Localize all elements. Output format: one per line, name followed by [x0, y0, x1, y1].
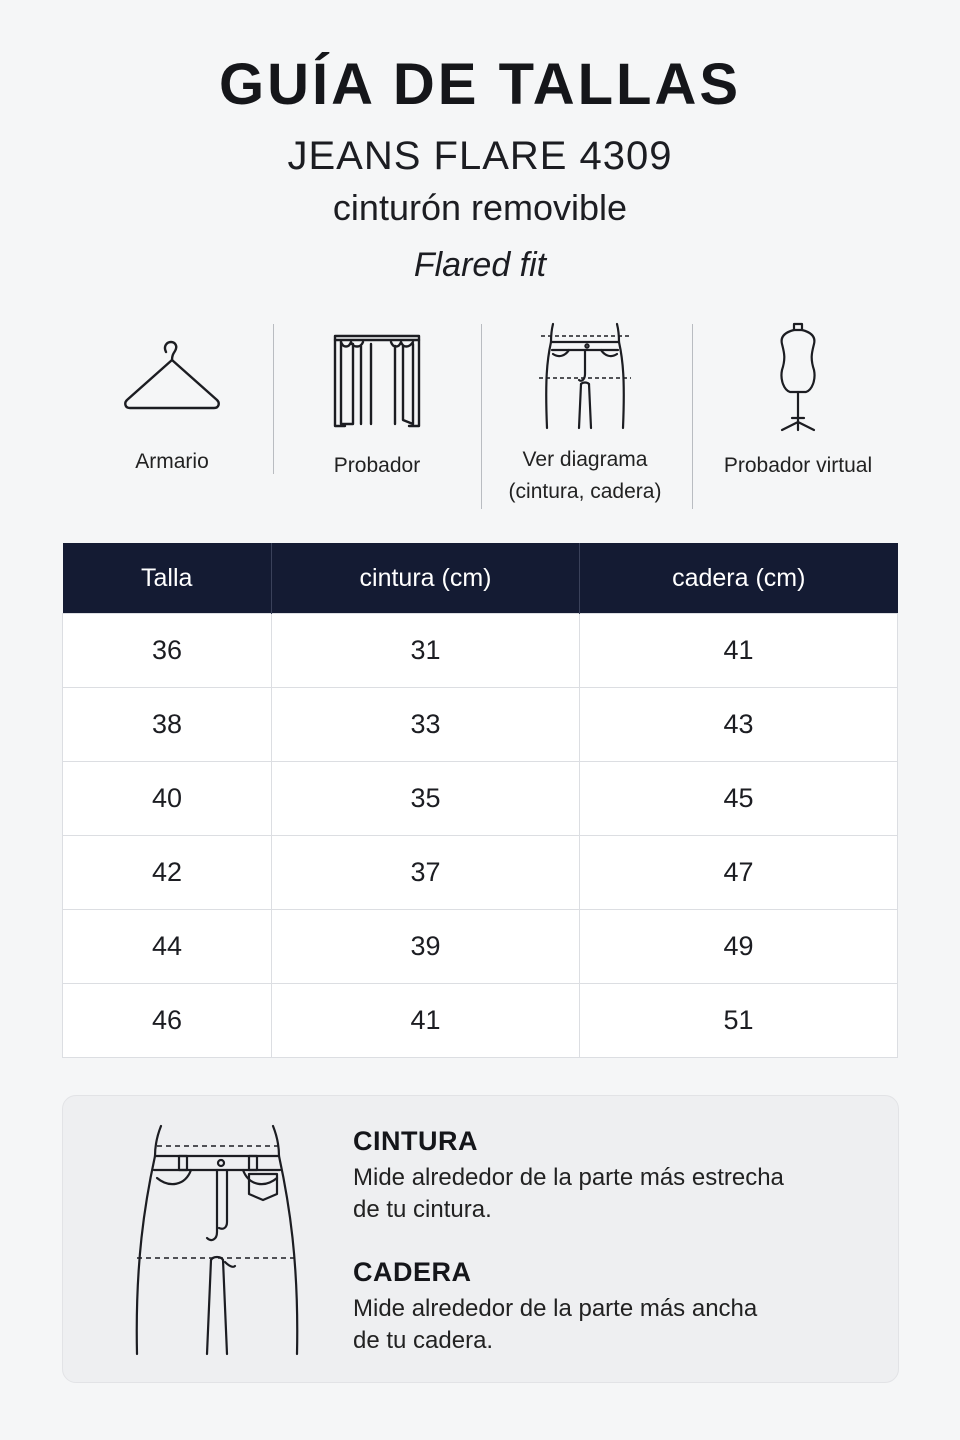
option-ver-diagrama[interactable]	[495, 320, 675, 520]
cell-cadera: 43	[580, 688, 898, 762]
product-detail: cinturón removible	[332, 187, 628, 228]
cell-talla: 42	[63, 836, 272, 910]
cell-cintura: 41	[272, 984, 580, 1058]
cell-cadera: 51	[580, 984, 898, 1058]
column-header-cadera: cadera (cm)	[580, 543, 898, 614]
cell-cintura: 35	[272, 762, 580, 836]
cell-talla: 46	[63, 984, 272, 1058]
hip-instruction-line2: de tu cadera.	[353, 1327, 494, 1354]
cell-cadera: 41	[580, 614, 898, 688]
option-label: Armario	[135, 450, 209, 473]
option-label-line1: Ver diagrama	[522, 448, 648, 471]
size-table	[62, 543, 898, 1058]
option-armario[interactable]	[82, 320, 262, 520]
table-row	[63, 836, 898, 910]
waist-instruction-line1: Mide alrededor de la parte más estrecha	[353, 1164, 784, 1191]
cell-cadera: 45	[580, 762, 898, 836]
column-header-talla: Talla	[63, 543, 272, 614]
divider	[273, 324, 274, 474]
jeans-diagram-icon	[535, 320, 635, 434]
cell-cadera: 49	[580, 910, 898, 984]
mannequin-icon	[768, 320, 828, 432]
divider	[481, 324, 482, 509]
cell-cintura: 33	[272, 688, 580, 762]
cell-talla: 40	[63, 762, 272, 836]
page-title: GUÍA DE TALLAS	[218, 52, 742, 117]
cell-cintura: 39	[272, 910, 580, 984]
table-header-row	[63, 543, 898, 614]
cell-cintura: 37	[272, 836, 580, 910]
option-probador-virtual[interactable]	[708, 320, 888, 520]
waist-heading: CINTURA	[353, 1126, 478, 1156]
cell-cintura: 31	[272, 614, 580, 688]
product-name: JEANS FLARE 4309	[287, 134, 673, 178]
table-row	[63, 984, 898, 1058]
table-row	[63, 614, 898, 688]
cell-cadera: 47	[580, 836, 898, 910]
divider	[692, 324, 693, 509]
cell-talla: 44	[63, 910, 272, 984]
hanger-icon	[117, 320, 227, 420]
cell-talla: 38	[63, 688, 272, 762]
table-row	[63, 910, 898, 984]
column-header-cintura: cintura (cm)	[272, 543, 580, 614]
option-label: Probador	[333, 454, 421, 477]
waist-instruction-line2: de tu cintura.	[353, 1196, 492, 1223]
option-label: Probador virtual	[723, 454, 873, 477]
cell-talla: 36	[63, 614, 272, 688]
option-probador[interactable]	[287, 320, 467, 520]
hip-heading: CADERA	[353, 1257, 472, 1287]
fitting-room-icon	[327, 320, 427, 432]
option-label-line2: (cintura, cadera)	[508, 480, 662, 503]
table-row	[63, 762, 898, 836]
fit-type: Flared fit	[413, 246, 547, 284]
table-row	[63, 688, 898, 762]
options-row	[62, 320, 898, 520]
hip-instruction-line1: Mide alrededor de la parte más ancha	[353, 1295, 758, 1322]
jeans-measurement-icon	[127, 1122, 307, 1358]
measurement-guide	[62, 1095, 899, 1383]
